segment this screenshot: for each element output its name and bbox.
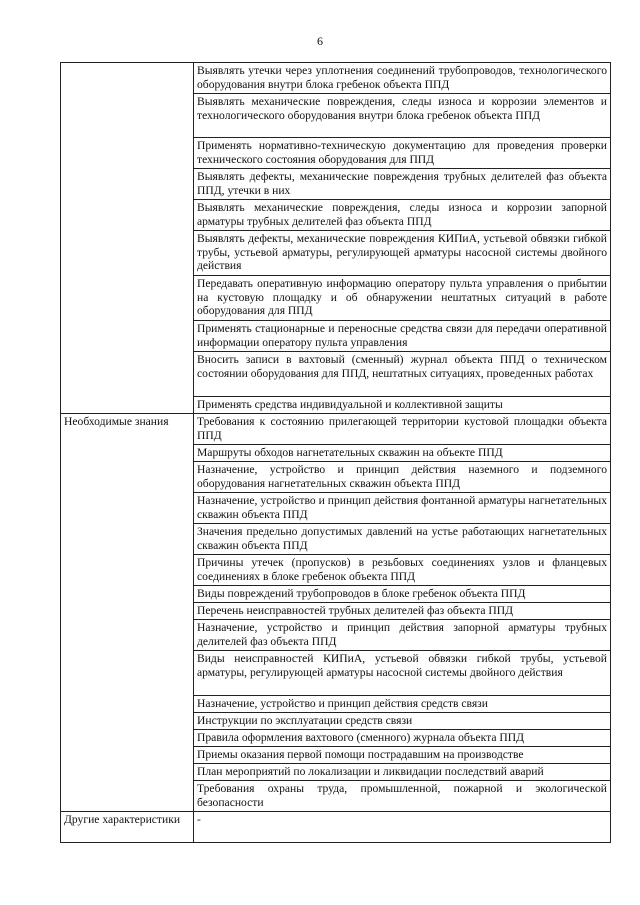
table-row	[61, 414, 611, 445]
table-cell: Виды неисправностей КИПиА, устьевой обвязки гибкой трубы, устьевой арматуры, регулирующей арматуры насосной системы двойного действия	[194, 651, 611, 696]
table-cell: Требования к состоянию прилегающей территории кустовой площадки объекта ППД	[194, 414, 611, 445]
section-label	[61, 63, 194, 414]
table-cell: Правила оформления вахтового (сменного) журнала объекта ППД	[194, 730, 611, 747]
table-cell: Назначение, устройство и принцип действия фонтанной арматуры нагнетательных скважин объекта ППД	[194, 493, 611, 524]
table-cell: Выявлять механические повреждения, следы износа и коррозии запорной арматуры трубных делителей фаз объекта ППД	[194, 200, 611, 231]
table-cell: Назначение, устройство и принцип действия запорной арматуры трубных делителей фаз объекта ППД	[194, 620, 611, 651]
table-cell: Маршруты обходов нагнетательных скважин на объекте ППД	[194, 445, 611, 462]
table-cell: План мероприятий по локализации и ликвидации последствий аварий	[194, 764, 611, 781]
section-label: Необходимые знания	[61, 414, 194, 812]
table-cell: Приемы оказания первой помощи пострадавшим на производстве	[194, 747, 611, 764]
table-cell: Применять средства индивидуальной и коллективной защиты	[194, 397, 611, 414]
table-cell: Значения предельно допустимых давлений на устье работающих нагнетательных скважин объекта ППД	[194, 524, 611, 555]
table-cell: Выявлять утечки через уплотнения соединений трубопроводов, технологического оборудования внутри блока гребенок объекта ППД	[194, 63, 611, 94]
table-row	[61, 812, 611, 843]
table-cell: Выявлять дефекты, механические повреждения трубных делителей фаз объекта ППД, утечки в них	[194, 169, 611, 200]
competency-table	[60, 62, 611, 843]
table-cell: Требования охраны труда, промышленной, пожарной и экологической безопасности	[194, 781, 611, 812]
table-cell: Выявлять дефекты, механические повреждения КИПиА, устьевой обвязки гибкой трубы, устьевой арматуры, регулирующей арматуры насосной системы двойного действия	[194, 231, 611, 276]
section-label: Другие характеристики	[61, 812, 194, 843]
table-cell: Инструкции по эксплуатации средств связи	[194, 713, 611, 730]
table-cell: Причины утечек (пропусков) в резьбовых соединениях узлов и фланцевых соединениях в блоке гребенок объекта ППД	[194, 555, 611, 586]
table-row	[61, 63, 611, 94]
table-cell: Выявлять механические повреждения, следы износа и коррозии элементов и технологического оборудования внутри блока гребенок объекта ППД	[194, 94, 611, 138]
table-cell: Назначение, устройство и принцип действия средств связи	[194, 696, 611, 713]
table-cell: Назначение, устройство и принцип действия наземного и подземного оборудования нагнетательных скважин объекта ППД	[194, 462, 611, 493]
table-cell: Перечень неисправностей трубных делителей фаз объекта ППД	[194, 603, 611, 620]
page-number: 6	[317, 34, 323, 48]
table-cell: Виды повреждений трубопроводов в блоке гребенок объекта ППД	[194, 586, 611, 603]
table-cell: -	[194, 812, 611, 843]
table-cell: Применять стационарные и переносные средства связи для передачи оперативной информации оператору пульта управления	[194, 321, 611, 352]
table-cell: Применять нормативно-техническую документацию для проведения проверки технического состояния оборудования для ППД	[194, 138, 611, 169]
table-cell: Передавать оперативную информацию оператору пульта управления о прибытии на кустовую площадку и об обнаружении нештатных ситуаций в работе оборудования для ППД	[194, 276, 611, 321]
table-cell: Вносить записи в вахтовый (сменный) журнал объекта ППД о техническом состоянии оборудования для ППД, нештатных ситуациях, проведенных работах	[194, 352, 611, 397]
